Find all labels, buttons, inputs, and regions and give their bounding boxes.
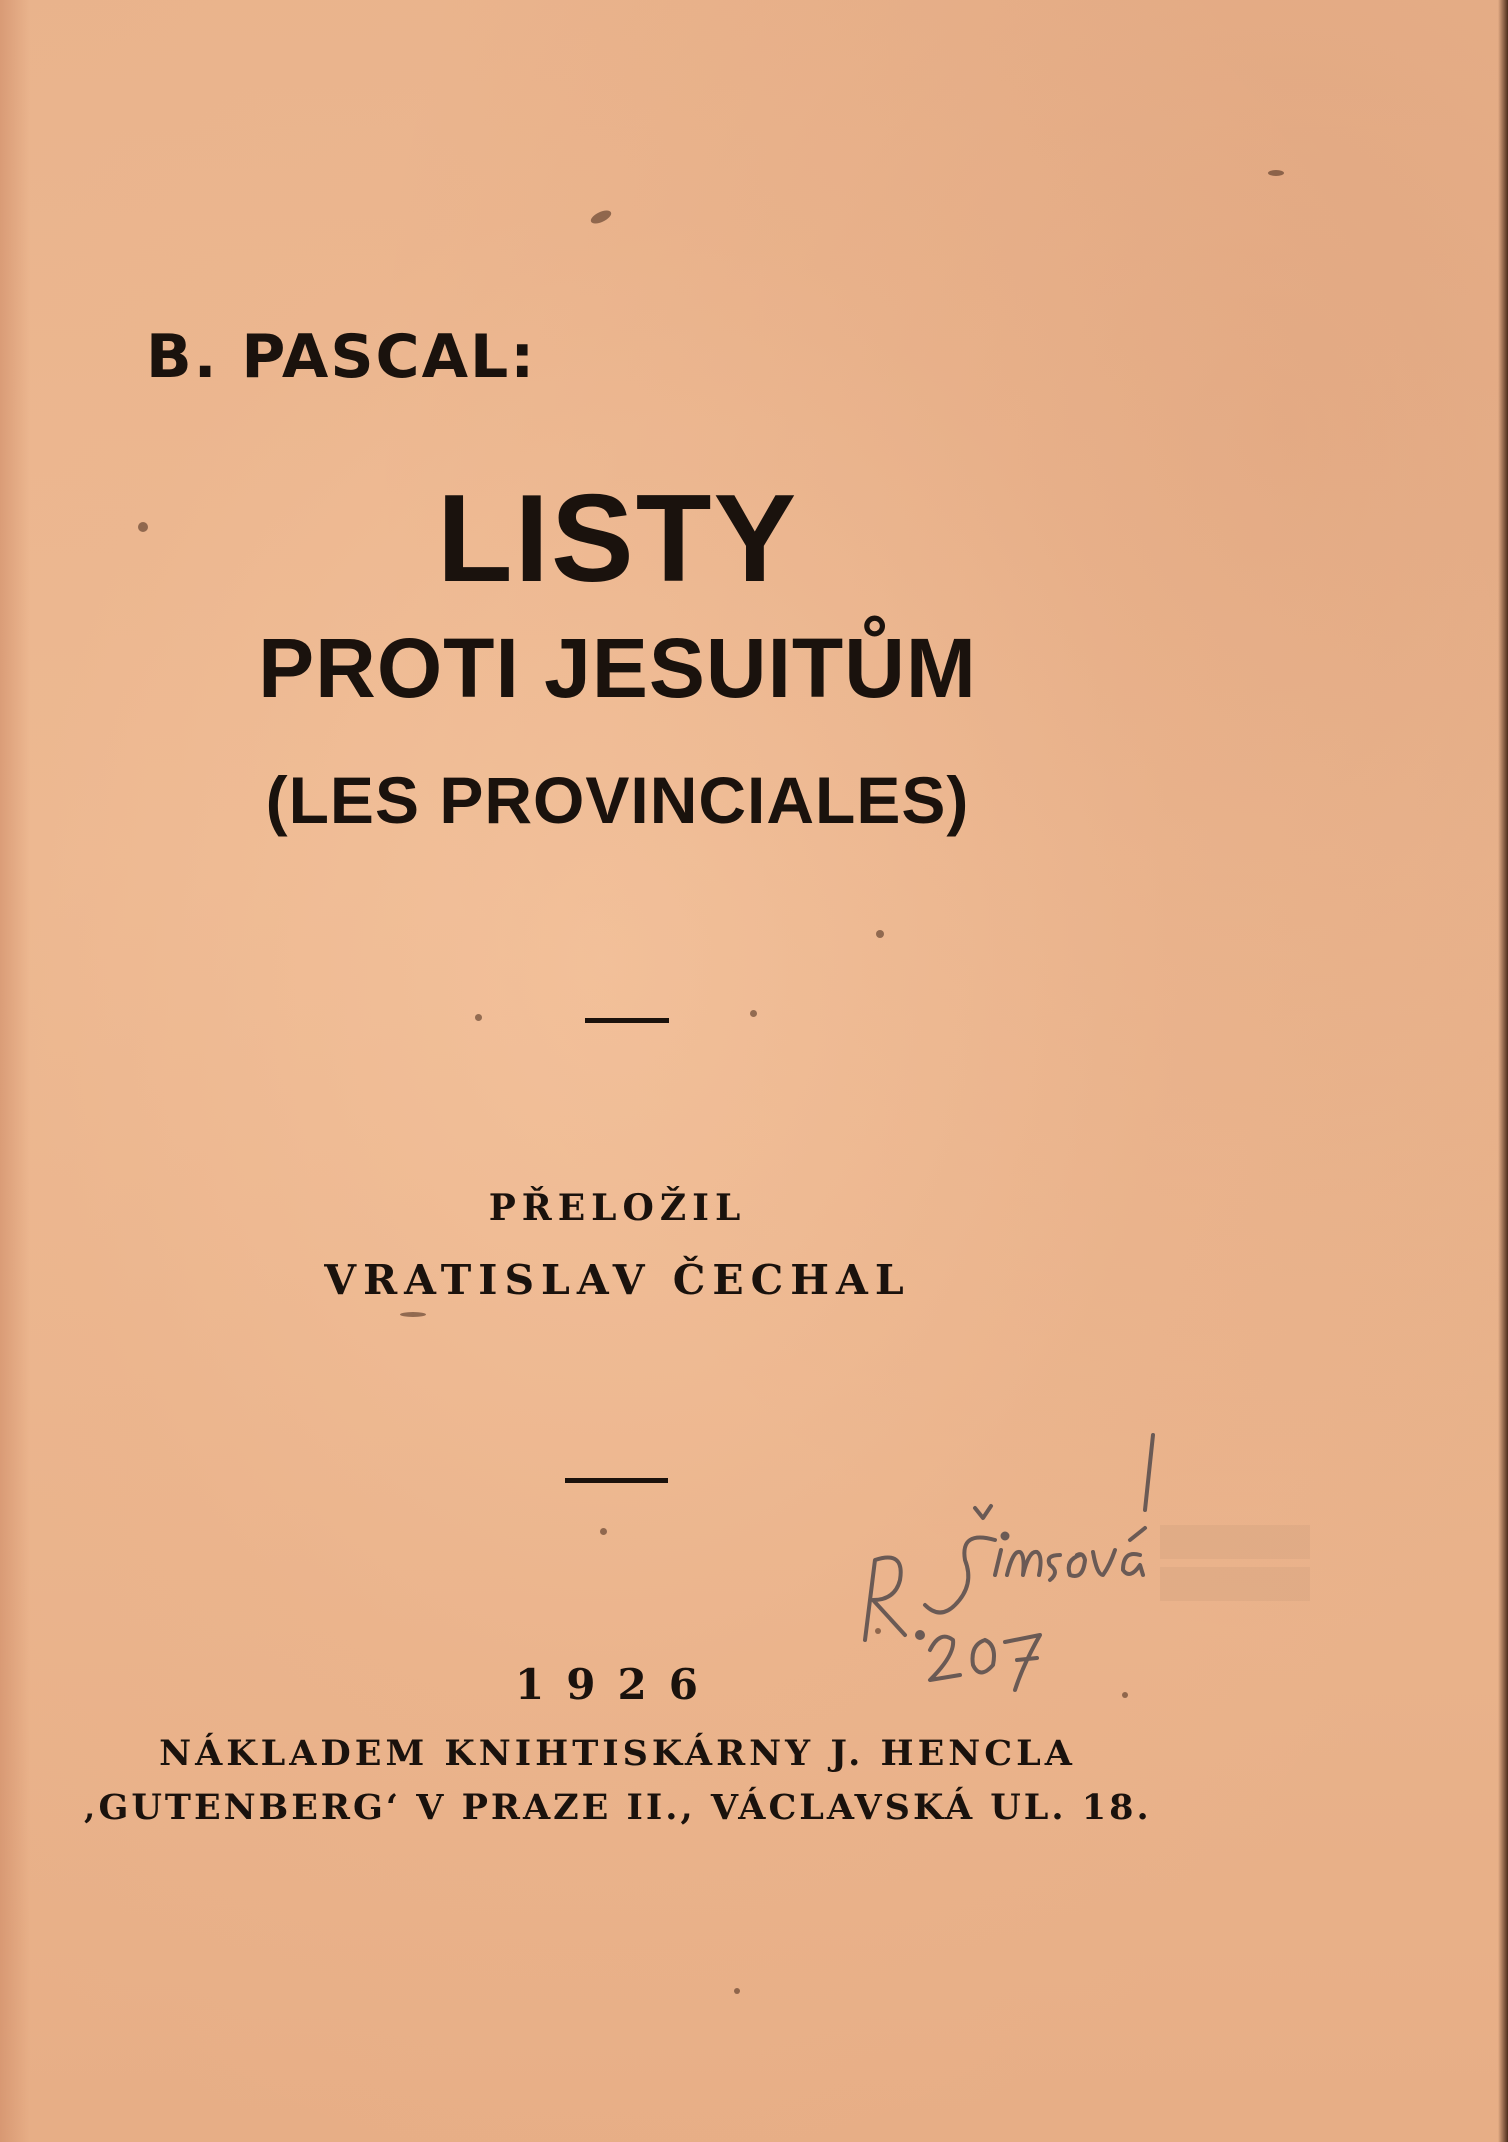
translator-name: VRATISLAV ČECHAL [324, 1256, 911, 1304]
author-name: B. PASCAL: [146, 322, 537, 392]
paper-speck [1268, 170, 1284, 176]
book-title: LISTY [436, 470, 799, 608]
translator-label: PŘELOŽIL [488, 1187, 747, 1229]
page-edge-right [1498, 0, 1508, 2142]
paper-speck [600, 1528, 607, 1535]
divider-rule [565, 1478, 668, 1483]
paper-speck [750, 1010, 757, 1017]
book-subtitle: PROTI JESUITŮM [258, 621, 977, 715]
publisher-line-1: NÁKLADEM KNIHTISKÁRNY J. HENCLA [159, 1733, 1076, 1774]
paper-speck [475, 1014, 482, 1021]
original-title: (LES PROVINCIALES) [265, 763, 970, 837]
publisher-line-2: ‚GUTENBERG‘ V PRAZE II., VÁCLAVSKÁ UL. 18. [83, 1787, 1152, 1828]
divider-rule [585, 1018, 669, 1023]
publication-year: 1926 [515, 1660, 720, 1709]
paper-speck [734, 1988, 740, 1994]
paper-speck [589, 208, 613, 226]
paper-speck [400, 1312, 426, 1317]
paper-speck [876, 930, 884, 938]
